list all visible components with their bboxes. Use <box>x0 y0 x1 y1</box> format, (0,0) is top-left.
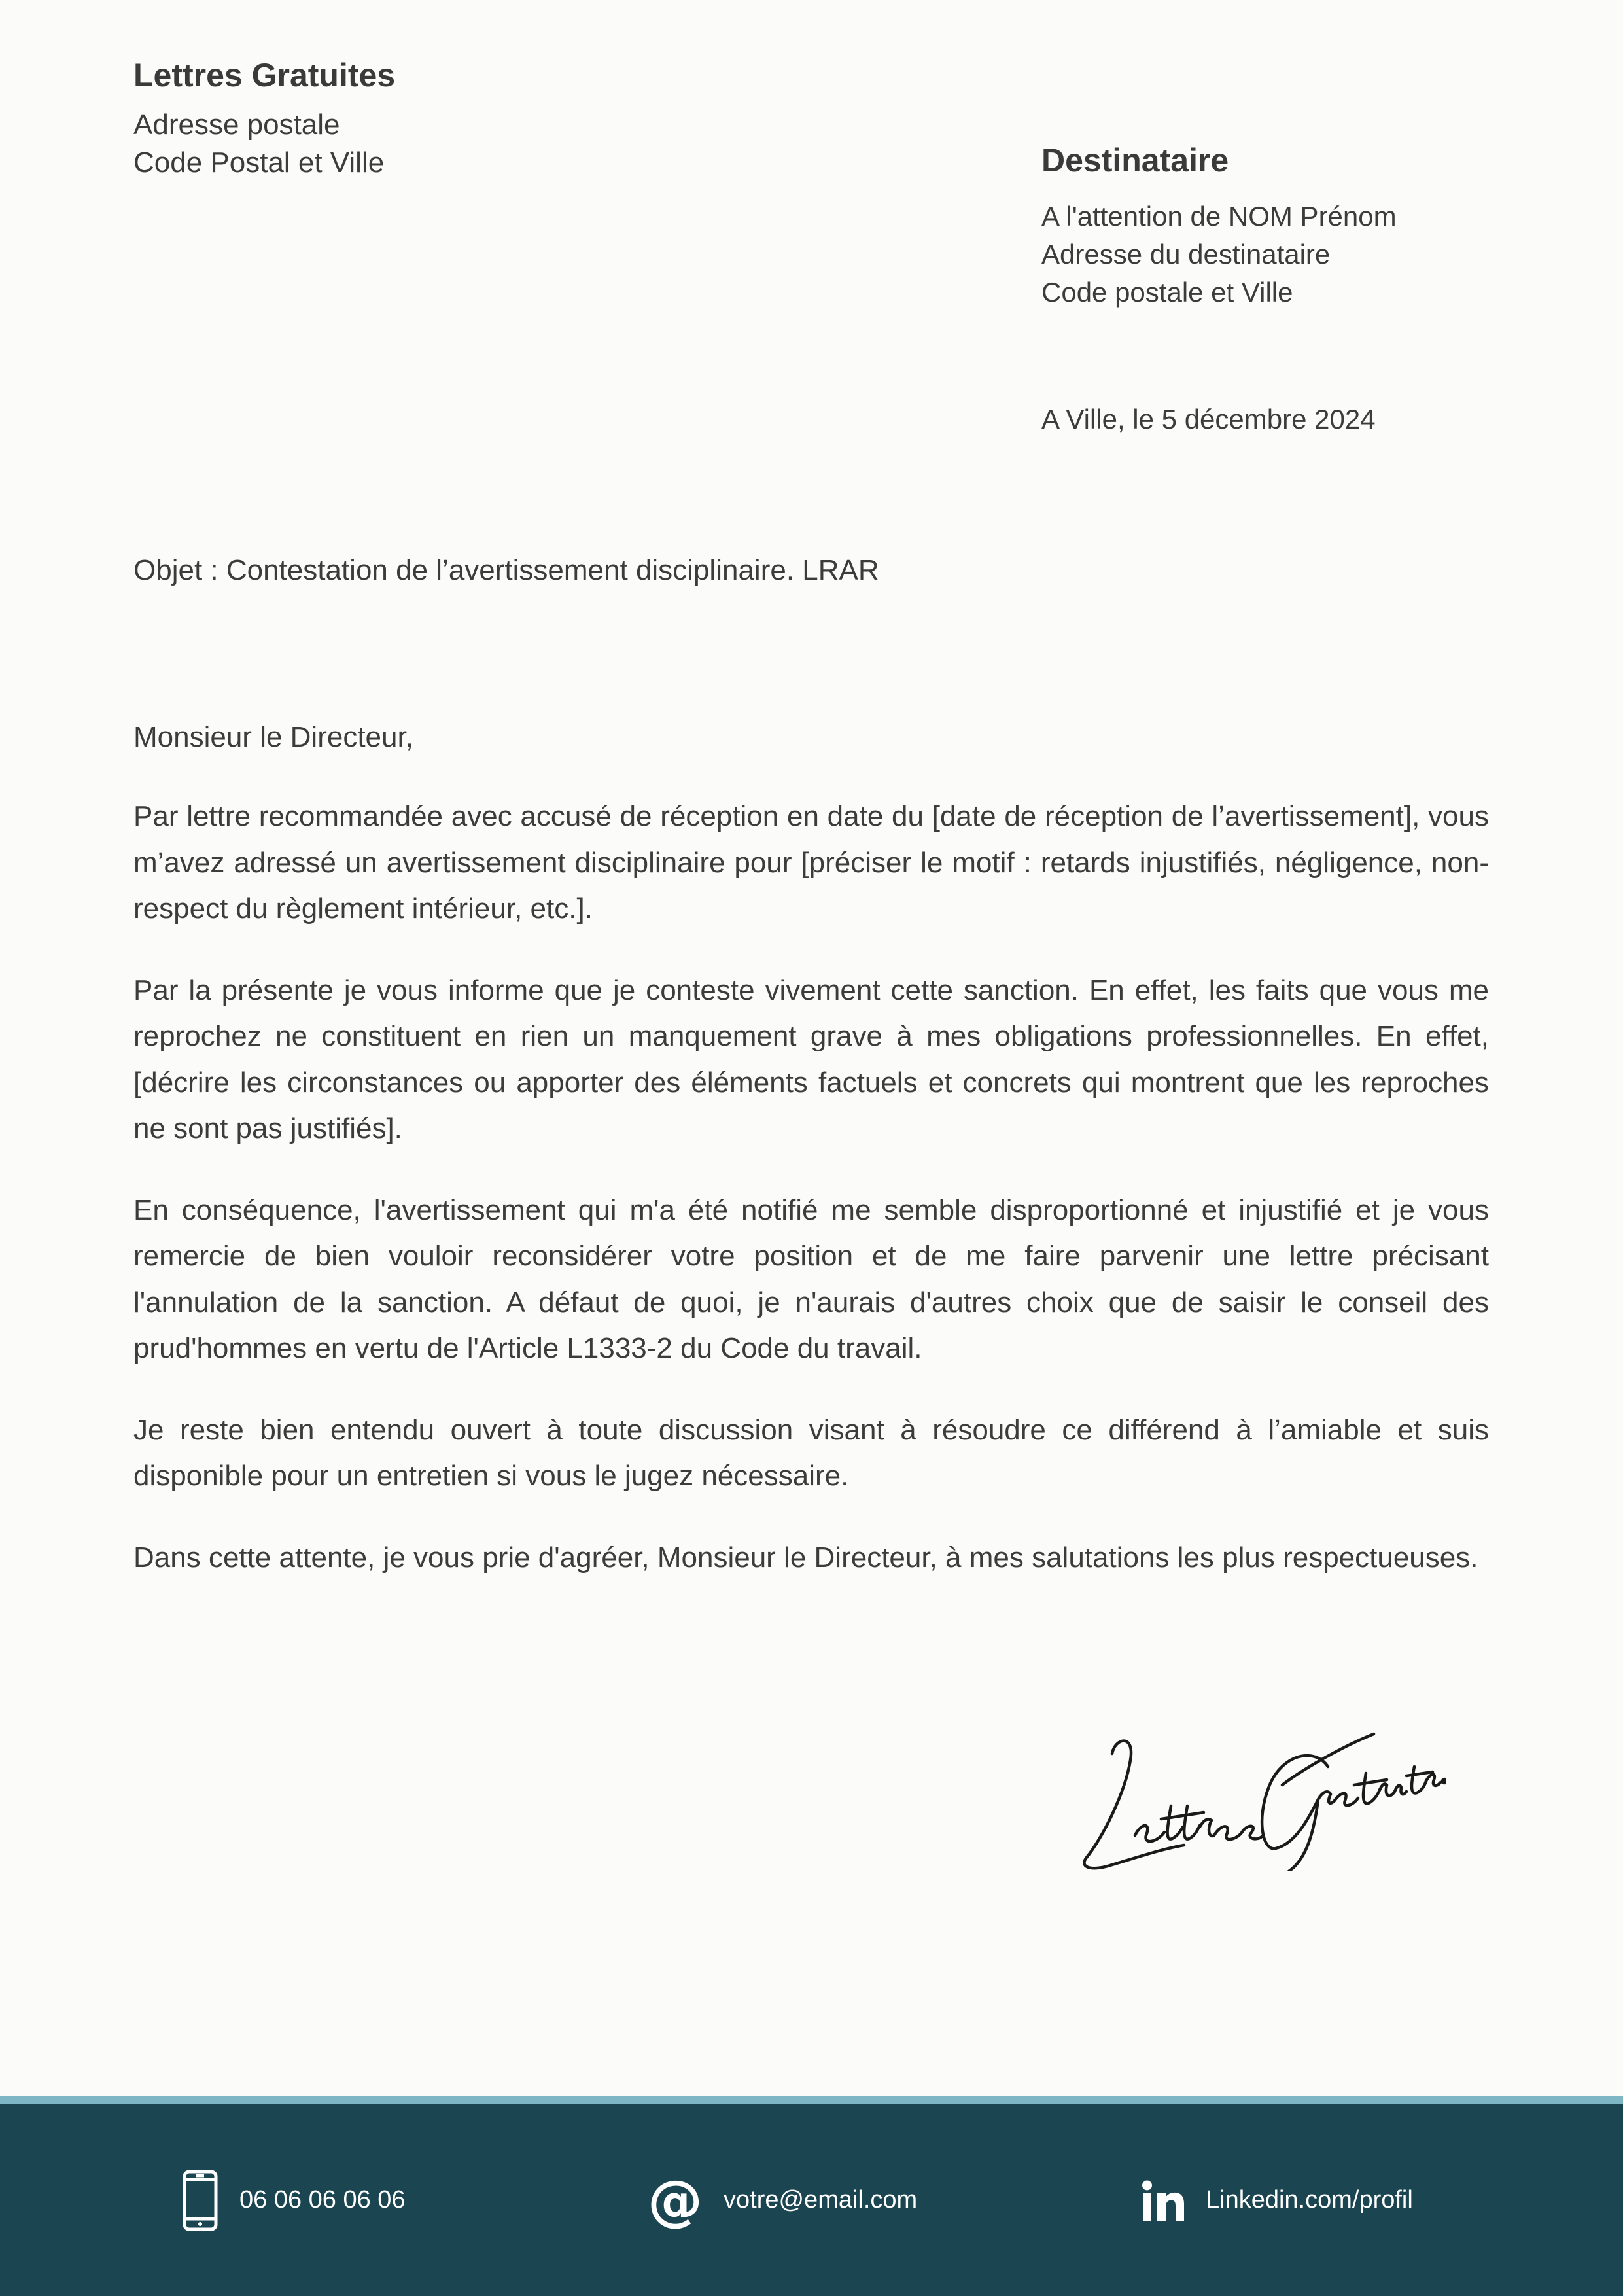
body-paragraph-1: Par lettre recommandée avec accusé de réception en date du [date de réception de l’avertissement], vous m’avez adressé un avertissement disciplinaire pour [préciser le motif : retards injustifiés, négligence, non-respect du règlement intérieur, etc.]. <box>133 800 1489 925</box>
recipient-title: Destinataire <box>1041 142 1229 179</box>
phone-icon <box>182 2169 218 2232</box>
footer-accent-line <box>0 2096 1623 2104</box>
footer-phone <box>182 2104 406 2296</box>
body-paragraph-5: Dans cette attente, je vous prie d'agréer, Monsieur le Directeur, à mes salutations les plus respectueuses. <box>133 1541 1478 1574</box>
recipient-block <box>1041 137 1397 311</box>
sender-address-line: Adresse postale <box>133 109 340 141</box>
contact-footer <box>0 2104 1623 2296</box>
phone-number: 06 06 06 06 06 <box>239 2186 406 2214</box>
sender-city-line: Code Postal et Ville <box>133 147 385 179</box>
sender-block <box>133 52 395 182</box>
salutation: Monsieur le Directeur, <box>133 721 413 753</box>
signature-icon <box>1066 1708 1446 1871</box>
sender-name: Lettres Gratuites <box>133 57 396 94</box>
at-icon: @ <box>648 2168 703 2233</box>
recipient-address-line: Adresse du destinataire <box>1041 239 1331 270</box>
body-paragraph-2: Par la présente je vous informe que je conteste vivement cette sanction. En effet, les faits que vous me reprochez ne constituent en rien un manquement grave à mes obligations professionnelles. En effet, [décrire les circonstances ou apporter des éléments factuels et concrets qui montrent que les reproches ne sont pas justifiés]. <box>133 974 1489 1144</box>
recipient-attention-line: A l'attention de NOM Prénom <box>1041 201 1397 232</box>
body-paragraph-4: Je reste bien entendu ouvert à toute discussion visant à résoudre ce différend à l’amiable et suis disponible pour un entretien si vous le jugez nécessaire. <box>133 1413 1489 1492</box>
email-address: votre@email.com <box>724 2186 918 2214</box>
footer-linkedin <box>1142 2104 1413 2296</box>
letter-body <box>133 718 1489 1616</box>
recipient-city-line: Code postale et Ville <box>1041 277 1293 308</box>
letter-date: A Ville, le 5 décembre 2024 <box>1041 404 1376 434</box>
linkedin-icon <box>1142 2180 1185 2221</box>
linkedin-url: Linkedin.com/profil <box>1206 2186 1413 2214</box>
body-paragraph-3: En conséquence, l'avertissement qui m'a été notifié me semble disproportionné et injustifié et je vous remercie de bien vouloir reconsidérer votre position et de me faire parvenir une lettre précisant l'annulation de la sanction. A défaut de quoi, je n'aurais d'autres choix que de saisir le conseil des prud'hommes en vertu de l'Article L1333-2 du Code du travail. <box>133 1193 1489 1364</box>
letter-subject: Objet : Contestation de l’avertissement disciplinaire. LRAR <box>133 554 879 586</box>
signature <box>1066 1708 1446 1871</box>
footer-email <box>648 2104 917 2296</box>
